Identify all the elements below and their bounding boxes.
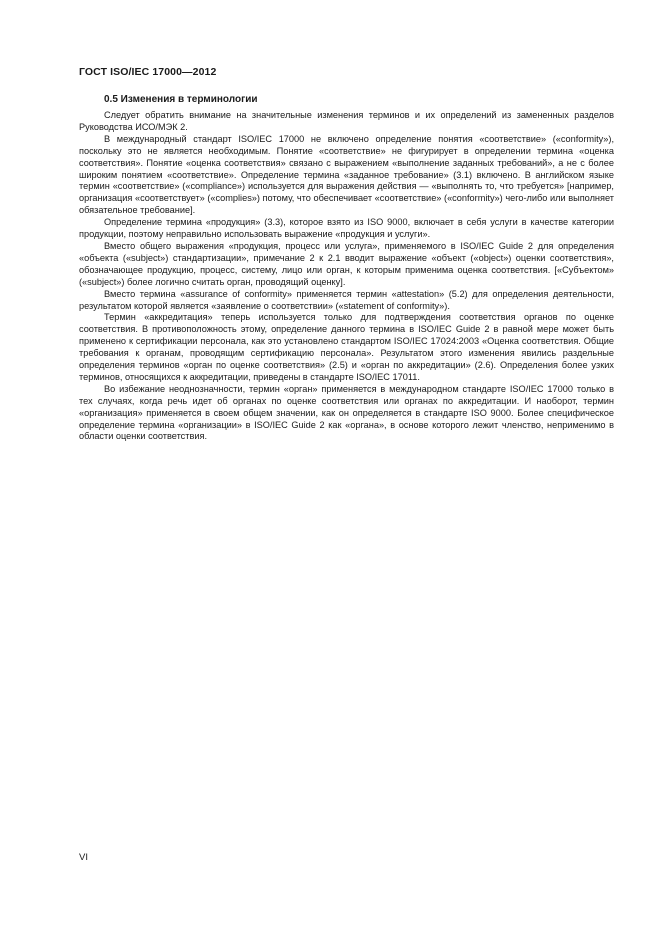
paragraph: Следует обратить внимание на значительные изменения терминов и их определений из замененных разделов Руководства ИСО/МЭК 2. (79, 110, 614, 132)
page-number: VI (79, 852, 88, 863)
paragraph: Вместо термина «assurance of conformity» применяется термин «attestation» (5.2) для определения деятельности, результатом которой является «заявление о соответствии» («statement of conformity»). (79, 288, 614, 311)
paragraph: Во избежание неоднозначности, термин «орган» применяется в международном стандарте ISO/IEC 17000 только в тех случаях, когда речь идет об органах по оценке соответствия или органах по аккредитации. И наоборот, термин «организация» применяется в своем общем значении, как он определяется в стандарте ISO 9000. Более специфическое определение термина «организации» в ISO/IEC Guide 2 как «органа», в основе которого лежит членство, неприменимо в области оценки соответствия. (79, 383, 614, 442)
paragraph: В международный стандарт ISO/IEC 17000 не включено определение понятия «соответствие» («conformity»), поскольку это не является необходимым. Понятие «соответствие» не фигурирует в определении термина «оценка соответствия». Понятие «оценка соответствия» связано с выражением «выполнение заданных требований», а не с более широким понятием «соответствие». Определение термина «заданное требование» (3.1) включено. В английском языке термин «соответствие» («compliance») используется для выражения действия — «выполнять то, что требуется» [например, организация «соответствует» («complies») потому, что обеспечивает «соответствие» («conformity») чего-либо или выполняет обязательное требование]. (79, 133, 614, 216)
section-title: 0.5 Изменения в терминологии (104, 94, 258, 105)
paragraph: Определение термина «продукция» (3.3), которое взято из ISO 9000, включает в себя услуги в качестве категории продукции, поэтому неправильно использовать выражение «продукция и услуги». (79, 217, 614, 240)
paragraph: Вместо общего выражения «продукция, процесс или услуга», применяемого в ISO/IEC Guide 2 для определения «объекта («subject») стандартизации», примечание 2 к 2.1 вводит выражение «объект («object») оценки соответствия», обозначающее продукцию, процесс, систему, лицо или орган, к которым применима оценка соответствия. [«Субъектом» («subject») более логично считать орган, проводящий оценку]. (79, 240, 614, 287)
paragraph: Термин «аккредитация» теперь используется только для подтверждения соответствия органов по оценке соответствия. В противоположность этому, определение данного термина в ISO/IEC Guide 2 в равной мере может быть применено к сертификации персонала, как это установлено стандартом ISO/IEC 17024:2003 «Оценка соответствия. Общие требования к органам, проводящим сертификацию персонала». Результатом этого изменения явились раздельные определения терминов «орган по оценке соответствия» (2.5) и «орган по аккредитации» (2.6). Определения более узких терминов, относящихся к аккредитации, приведены в стандарте ISO/IEC 17011. (79, 312, 614, 382)
document-header: ГОСТ ISO/IEC 17000—2012 (79, 66, 217, 78)
section-body (79, 110, 614, 443)
